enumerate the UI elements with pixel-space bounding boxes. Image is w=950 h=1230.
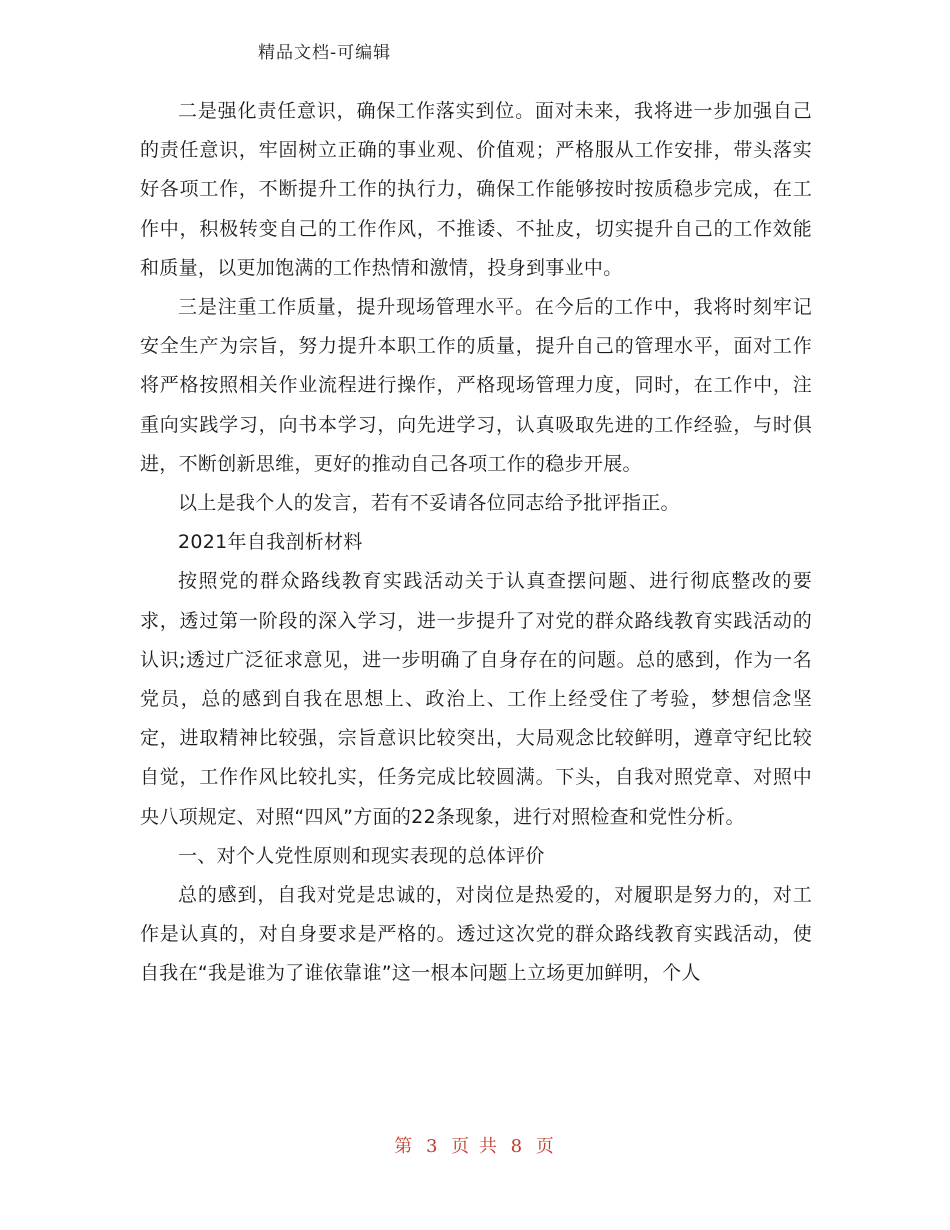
paragraph-closing: 以上是我个人的发言，若有不妥请各位同志给予批评指正。 [178, 492, 680, 515]
footer-total-pages: 8 [510, 1136, 525, 1157]
footer-prefix: 第 [394, 1136, 415, 1157]
section-title: 2021年自我剖析材料 [178, 531, 363, 554]
paragraph-quality: 三是注重工作质量，提升现场管理水平。在今后的工作中，我将时刻牢记安全生产为宗旨，努力提升本职工作的质量，提升自己的管理水平，面对工作将严格按照相关作业流程进行操作，严格现场管理力度，同时，在工作中，注重向实践学习，向书本学习，向先进学习，认真吸取先进的工作经验，与时俱进，不断创新思维，更好的推动自己各项工作的稳步开展。 [140, 296, 812, 475]
footer-page-number: 3 [425, 1136, 440, 1157]
paragraph-evaluation: 总的感到，自我对党是忠诚的，对岗位是热爱的，对履职是努力的，对工作是认真的，对自身要求是严格的。透过这次党的群众路线教育实践活动，使自我在“我是谁为了谁依靠谁”这一根本问题上立场更加鲜明，个人 [140, 884, 812, 985]
paragraph-responsibility: 二是强化责任意识，确保工作落实到位。面对未来，我将进一步加强自己的责任意识，牢固树立正确的事业观、价值观；严格服从工作安排，带头落实好各项工作，不断提升工作的执行力，确保工作能够按时按质稳步完成，在工作中，积极转变自己的工作作风，不推诿、不扯皮，切实提升自己的工作效能和质量，以更加饱满的工作热情和激情，投身到事业中。 [140, 100, 812, 279]
page-footer [0, 1132, 950, 1158]
paragraph-intro: 按照党的群众路线教育实践活动关于认真查摆问题、进行彻底整改的要求，透过第一阶段的深入学习，进一步提升了对党的群众路线教育实践活动的认识;透过广泛征求意见，进一步明确了自身存在的问题。总的感到，作为一名党员，总的感到自我在思想上、政治上、工作上经受住了考验，梦想信念坚定，进取精神比较强，宗旨意识比较突出，大局观念比较鲜明，遵章守纪比较自觉，工作作风比较扎实，任务完成比较圆满。下头，自我对照党章、对照中央八项规定、对照“四风”方面的22条现象，进行对照检查和党性分析。 [140, 570, 812, 828]
footer-middle: 页 共 [451, 1136, 499, 1157]
footer-suffix: 页 [535, 1136, 556, 1157]
document-body [140, 92, 812, 994]
section-heading-evaluation: 一、对个人党性原则和现实表现的总体评价 [178, 844, 545, 867]
page-header: 精品文档-可编辑 [258, 43, 392, 63]
